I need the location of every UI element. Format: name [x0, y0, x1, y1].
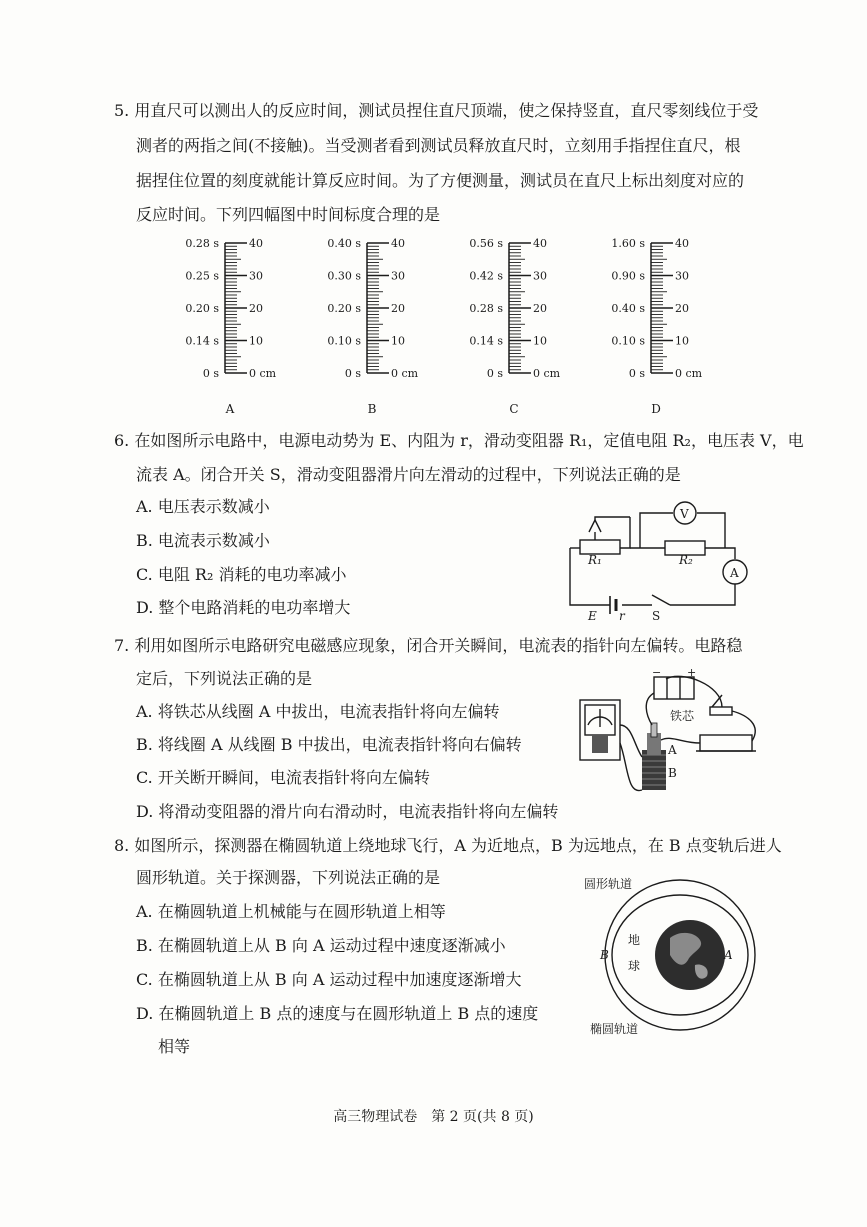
- q8-label-elliptical-orbit: 椭圆轨道: [590, 1022, 639, 1036]
- ruler-B: [327, 237, 418, 416]
- q7-induction-apparatus: [572, 665, 772, 810]
- q7-option-a: A. 将铁芯从线圈 A 中拔出，电流表指针将向左偏转: [136, 702, 500, 721]
- svg-text:−: −: [652, 666, 662, 679]
- q6-label-emf: E: [588, 609, 597, 623]
- ruler-C: [469, 237, 560, 416]
- q6-line-1: 6. 在如图所示电路中，电源电动势为 E、内阻为 r，滑动变阻器 R₁，定值电阻 R₂，电压表 V，电: [114, 431, 804, 450]
- ruler-time-label: 0.28 s: [469, 302, 503, 315]
- q6-label-ammeter: A: [730, 566, 739, 580]
- q8-label-earth-1: 地: [628, 933, 641, 947]
- ruler-cm-label: 20: [533, 302, 547, 315]
- ruler-time-label: 0.10 s: [327, 334, 361, 348]
- q7-option-c: C. 开关断开瞬间，电流表指针将向左偏转: [136, 768, 430, 787]
- ruler-D: [611, 237, 702, 416]
- ruler-option-label: D: [651, 402, 661, 416]
- ruler-cm-label: 10: [675, 334, 689, 348]
- ruler-time-label: 1.60 s: [611, 237, 645, 250]
- ruler-cm-label: 0 cm: [391, 367, 419, 380]
- q6-label-internal-r: r: [619, 609, 625, 623]
- q7-label-coil-a: A: [668, 743, 677, 757]
- ruler-time-label: 0.25 s: [185, 269, 219, 283]
- ruler-time-label: 0.20 s: [185, 302, 219, 315]
- svg-text:+: +: [687, 666, 697, 679]
- ruler-cm-label: 20: [391, 302, 405, 315]
- ruler-time-label: 0.28 s: [185, 237, 219, 250]
- q8-label-point-a: A: [724, 948, 733, 962]
- ruler-cm-label: 30: [249, 269, 263, 283]
- battery-icon: [654, 677, 694, 699]
- q6-option-d: D. 整个电路消耗的电功率增大: [136, 598, 351, 617]
- q7-option-b: B. 将线圈 A 从线圈 B 中拔出，电流表指针将向右偏转: [136, 735, 522, 754]
- ruler-time-label: 0 s: [486, 367, 503, 380]
- ruler-cm-label: 10: [249, 334, 263, 348]
- ruler-cm-label: 20: [249, 302, 263, 315]
- ruler-cm-label: 40: [533, 237, 547, 250]
- ruler-time-label: 0.40 s: [611, 302, 645, 315]
- q8-option-b: B. 在椭圆轨道上从 B 向 A 运动过程中速度逐渐减小: [136, 936, 506, 955]
- ruler-time-label: 0.14 s: [185, 334, 219, 348]
- ruler-cm-label: 30: [675, 269, 689, 283]
- ruler-time-label: 0 s: [202, 367, 219, 380]
- ruler-A: [185, 237, 276, 416]
- q7-line-1: 7. 利用如图所示电路研究电磁感应现象，闭合开关瞬间，电流表的指针向左偏转。电路稳: [114, 636, 743, 655]
- q6-circuit-diagram: [560, 492, 760, 627]
- q6-label-r2: R₂: [679, 553, 693, 567]
- ruler-option-label: B: [367, 402, 377, 416]
- q6-option-c: C. 电阻 R₂ 消耗的电功率减小: [136, 565, 347, 584]
- ruler-cm-label: 40: [391, 237, 405, 250]
- q8-option-a: A. 在椭圆轨道上机械能与在圆形轨道上相等: [136, 902, 446, 921]
- q8-orbit-diagram: [570, 870, 770, 1040]
- q8-option-d-continued: 相等: [158, 1037, 191, 1056]
- ruler-cm-label: 0 cm: [533, 367, 561, 380]
- q8-option-d: D. 在椭圆轨道上 B 点的速度与在圆形轨道上 B 点的速度: [136, 1004, 539, 1023]
- q6-label-voltmeter: V: [680, 507, 689, 521]
- ruler-cm-label: 10: [533, 334, 547, 348]
- q8-line-2: 圆形轨道。关于探测器，下列说法正确的是: [136, 868, 441, 887]
- q6-label-switch: S: [652, 609, 661, 623]
- q5-line-2: 测者的两指之间(不接触)。当受测者看到测试员释放直尺时，立刻用手指捏住直尺，根: [136, 136, 741, 155]
- ruler-time-label: 0.90 s: [611, 269, 645, 283]
- q7-line-2: 定后，下列说法正确的是: [136, 669, 313, 688]
- q8-label-earth-2: 球: [628, 959, 641, 973]
- ruler-time-label: 0.56 s: [469, 237, 503, 250]
- rheostat-icon: [700, 735, 752, 751]
- q8-line-1: 8. 如图所示，探测器在椭圆轨道上绕地球飞行，A 为近地点，B 为远地点，在 B 点变轨后进人: [114, 836, 782, 855]
- ruler-time-label: 0.14 s: [469, 334, 503, 348]
- ruler-cm-label: 0 cm: [249, 367, 277, 380]
- q8-option-c: C. 在椭圆轨道上从 B 向 A 运动过程中加速度逐渐增大: [136, 970, 522, 989]
- ruler-cm-label: 30: [391, 269, 405, 283]
- q7-label-core: 铁芯: [670, 709, 695, 723]
- ruler-cm-label: 40: [675, 237, 689, 250]
- q7-option-d: D. 将滑动变阻器的滑片向右滑动时，电流表指针将向左偏转: [136, 802, 559, 821]
- ruler-time-label: 0 s: [344, 367, 361, 380]
- page-footer: 高三物理试卷 第 2 页(共 8 页): [333, 1109, 534, 1125]
- q5-line-4: 反应时间。下列四幅图中时间标度合理的是: [136, 205, 441, 224]
- iron-core-icon: [651, 723, 657, 737]
- ruler-time-label: 0.42 s: [469, 269, 503, 283]
- q5-rulers-figure: [170, 225, 730, 420]
- q6-label-r1: R₁: [588, 553, 602, 567]
- coil-b-icon: [642, 750, 666, 790]
- q6-option-a: A. 电压表示数减小: [136, 497, 270, 516]
- ruler-time-label: 0.10 s: [611, 334, 645, 348]
- ruler-cm-label: 20: [675, 302, 689, 315]
- ruler-cm-label: 40: [249, 237, 263, 250]
- ruler-time-label: 0.40 s: [327, 237, 361, 250]
- q6-option-b: B. 电流表示数减小: [136, 531, 270, 550]
- ruler-option-label: A: [225, 402, 235, 416]
- ruler-time-label: 0.30 s: [327, 269, 361, 283]
- q5-line-1: 5. 用直尺可以测出人的反应时间，测试员捏住直尺顶端，使之保持竖直，直尺零刻线位于受: [114, 101, 759, 120]
- ruler-cm-label: 30: [533, 269, 547, 283]
- ruler-time-label: 0.20 s: [327, 302, 361, 315]
- q6-line-2: 流表 A。闭合开关 S，滑动变阻器滑片向左滑动的过程中，下列说法正确的是: [136, 465, 681, 484]
- switch-icon: [710, 707, 732, 715]
- q8-label-point-b: B: [600, 948, 609, 962]
- ruler-time-label: 0 s: [628, 367, 645, 380]
- ruler-cm-label: 0 cm: [675, 367, 703, 380]
- ruler-option-label: C: [509, 402, 519, 416]
- q5-line-3: 据捏住位置的刻度就能计算反应时间。为了方便测量，测试员在直尺上标出刻度对应的: [136, 171, 745, 190]
- q8-label-circular-orbit: 圆形轨道: [584, 877, 633, 891]
- q7-label-coil-b: B: [668, 766, 677, 780]
- ruler-cm-label: 10: [391, 334, 405, 348]
